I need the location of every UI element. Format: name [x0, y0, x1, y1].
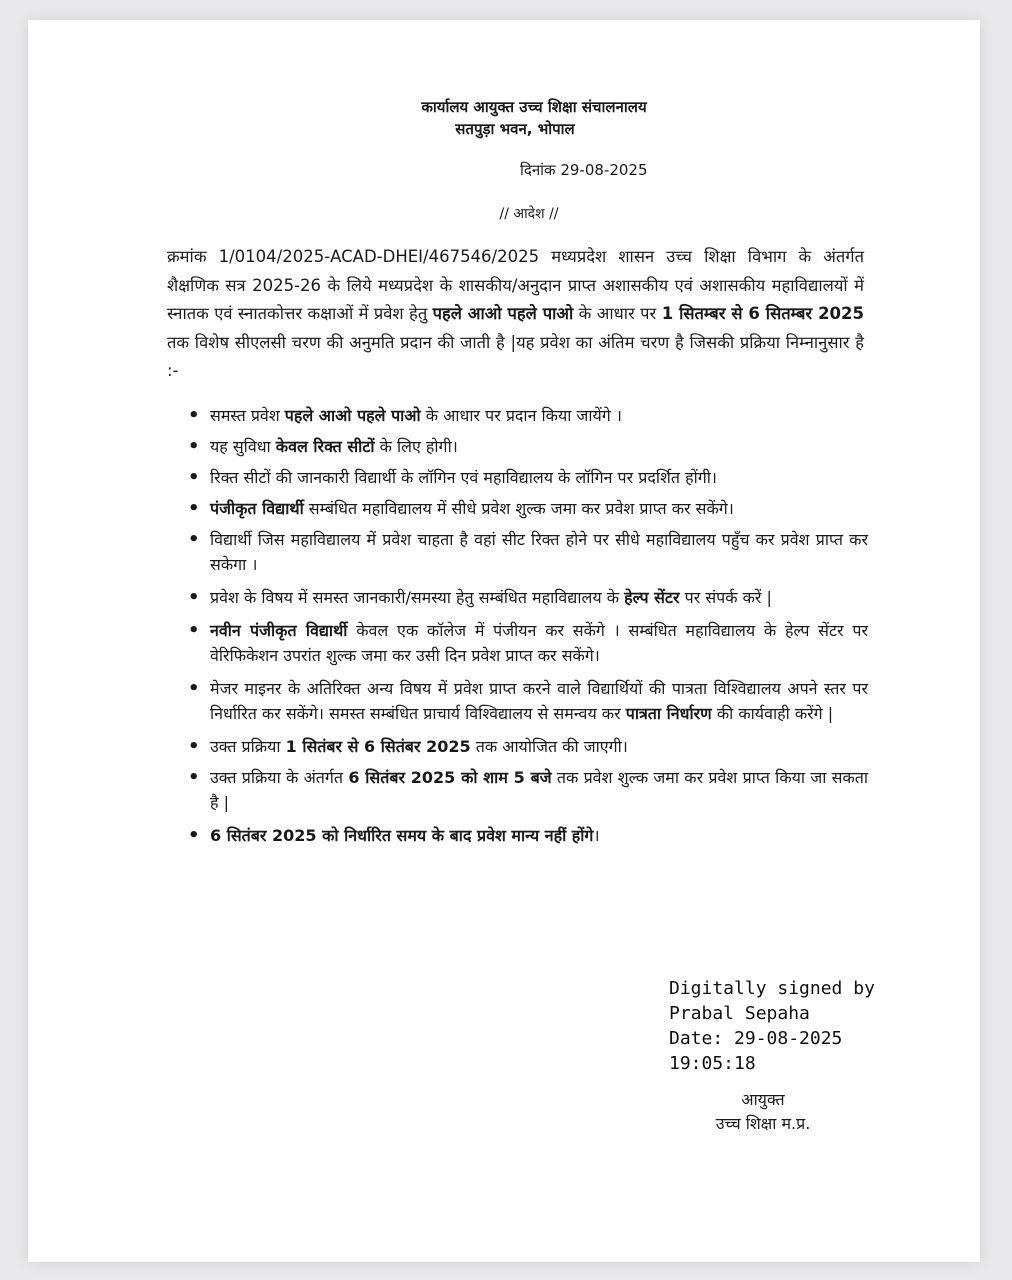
list-item: [188, 496, 868, 521]
list-item: [188, 585, 868, 610]
list-item: [188, 618, 868, 668]
item-bold: पंजीकृत विद्यार्थी: [210, 499, 304, 518]
item-text: पर संपर्क करें |: [679, 588, 772, 607]
signatory-designation: [688, 1088, 838, 1136]
list-item: [188, 527, 868, 577]
signature-date: Date: 29-08-2025: [669, 1028, 843, 1049]
office-name: कार्यालय आयुक्त उच्च शिक्षा संचालनालय: [421, 98, 647, 116]
item-bold: पात्रता निर्धारण: [625, 704, 712, 723]
item-text: के आधार पर प्रदान किया जायेंगे ।: [420, 406, 622, 425]
admission-rules-list: [188, 403, 868, 848]
item-text: के लिए होगी।: [374, 437, 458, 456]
item-bold: 1 सितंबर से 6 सितंबर 2025: [285, 737, 471, 756]
order-title: // आदेश //: [499, 206, 559, 222]
item-text: यह सुविधा: [210, 437, 276, 456]
list-item: [188, 434, 868, 459]
item-text: समस्त प्रवेश: [210, 406, 285, 425]
intro-text-3: तक विशेष सीएलसी चरण की अनुमति प्रदान की जाती है |यह प्रवेश का अंतिम चरण है जिसकी प्रक्रिया निम्नानुसार है :-: [167, 332, 864, 380]
document-page: [28, 20, 980, 1262]
item-text: की कार्यवाही करेंगे |: [711, 704, 834, 723]
item-bold: नवीन पंजीकृत विद्यार्थी: [210, 621, 348, 640]
item-text: तक प्रवेश शुल्क जमा कर प्रवेश प्राप्त किया जा सकता है |: [210, 768, 868, 812]
list-item: [188, 403, 868, 428]
item-text: तक आयोजित की जाएगी।: [470, 737, 628, 756]
signer-name: Prabal Sepaha: [669, 1003, 810, 1024]
designation-dept: उच्च शिक्षा म.प्र.: [715, 1114, 811, 1133]
item-bold: हेल्प सेंटर: [624, 588, 680, 607]
intro-text-2: के आधार पर: [573, 304, 662, 323]
intro-paragraph: [167, 243, 864, 386]
item-text: रिक्त सीटों की जानकारी विद्यार्थी के लॉगिन एवं महाविद्यालय के लॉगिन पर प्रदर्शित होंगी।: [210, 468, 717, 487]
list-item: [188, 765, 868, 815]
item-text: प्रवेश के विषय में समस्त जानकारी/समस्या हेतु सम्बंधित महाविद्यालय के: [210, 588, 625, 607]
item-bold: केवल रिक्त सीटों: [275, 437, 375, 456]
intro-bold-1: पहले आओ पहले पाओ: [432, 304, 574, 323]
list-item: [188, 465, 868, 490]
item-text: उक्त प्रक्रिया: [210, 737, 286, 756]
item-text: केवल एक कॉलेज में पंजीयन कर सकेंगे । सम्बंधित महाविद्यालय के हेल्प सेंटर पर वेरिफिकेशन उपरांत शुल्क जमा कर उसी दिन प्रवेश प्राप्त कर सकेंगे।: [210, 621, 868, 665]
digital-signature: [669, 976, 875, 1076]
order-date: दिनांक 29-08-2025: [520, 161, 648, 179]
item-bold: पहले आओ पहले पाओ: [284, 406, 421, 425]
letterhead: [28, 96, 980, 140]
list-item: [188, 823, 868, 848]
list-item: [188, 734, 868, 759]
intro-bold-2: 1 सितम्बर से 6 सितम्बर 2025: [661, 304, 864, 323]
item-text: मेजर माइनर के अतिरिक्त अन्य विषय में प्रवेश प्राप्त करने वाले विद्यार्थियों की पात्रता विश्विद्यालय अपने स्तर पर निर्धारित कर सकेंगे। समस्त सम्बंधित प्राचार्य विश्विद्यालय से समन्वय कर: [210, 679, 868, 723]
signature-line: Digitally signed by: [669, 978, 875, 999]
item-text: ।: [593, 826, 600, 845]
item-bold: 6 सितंबर 2025 को शाम 5 बजे: [348, 768, 552, 787]
office-address: सतपुड़ा भवन, भोपाल: [455, 120, 575, 138]
designation-title: आयुक्त: [741, 1090, 785, 1109]
item-text: सम्बंधित महाविद्यालय में सीधे प्रवेश शुल्क जमा कर प्रवेश प्राप्त कर सकेंगे।: [303, 499, 734, 518]
intro-text-1: क्रमांक 1/0104/2025-ACAD-DHEI/467546/2025 मध्यप्रदेश शासन उच्च शिक्षा विभाग के अंतर्गत शैक्षणिक सत्र 2025-26 के लिये मध्यप्रदेश के शासकीय/अनुदान प्राप्त अशासकीय एवं अशासकीय महाविद्यालयों में स्नातक एवं स्नातकोत्तर कक्षाओं में प्रवेश हेतु: [167, 247, 864, 323]
item-text: उक्त प्रक्रिया के अंतर्गत: [210, 768, 349, 787]
item-text: विद्यार्थी जिस महाविद्यालय में प्रवेश चाहता है वहां सीट रिक्त होने पर सीधे महाविद्यालय पहुँच कर प्रवेश प्राप्त कर सकेगा ।: [210, 530, 868, 574]
item-bold: 6 सितंबर 2025 को निर्धारित समय के बाद प्रवेश मान्य नहीं होंगे: [210, 826, 594, 845]
list-item: [188, 676, 868, 726]
signature-time: 19:05:18: [669, 1053, 756, 1074]
